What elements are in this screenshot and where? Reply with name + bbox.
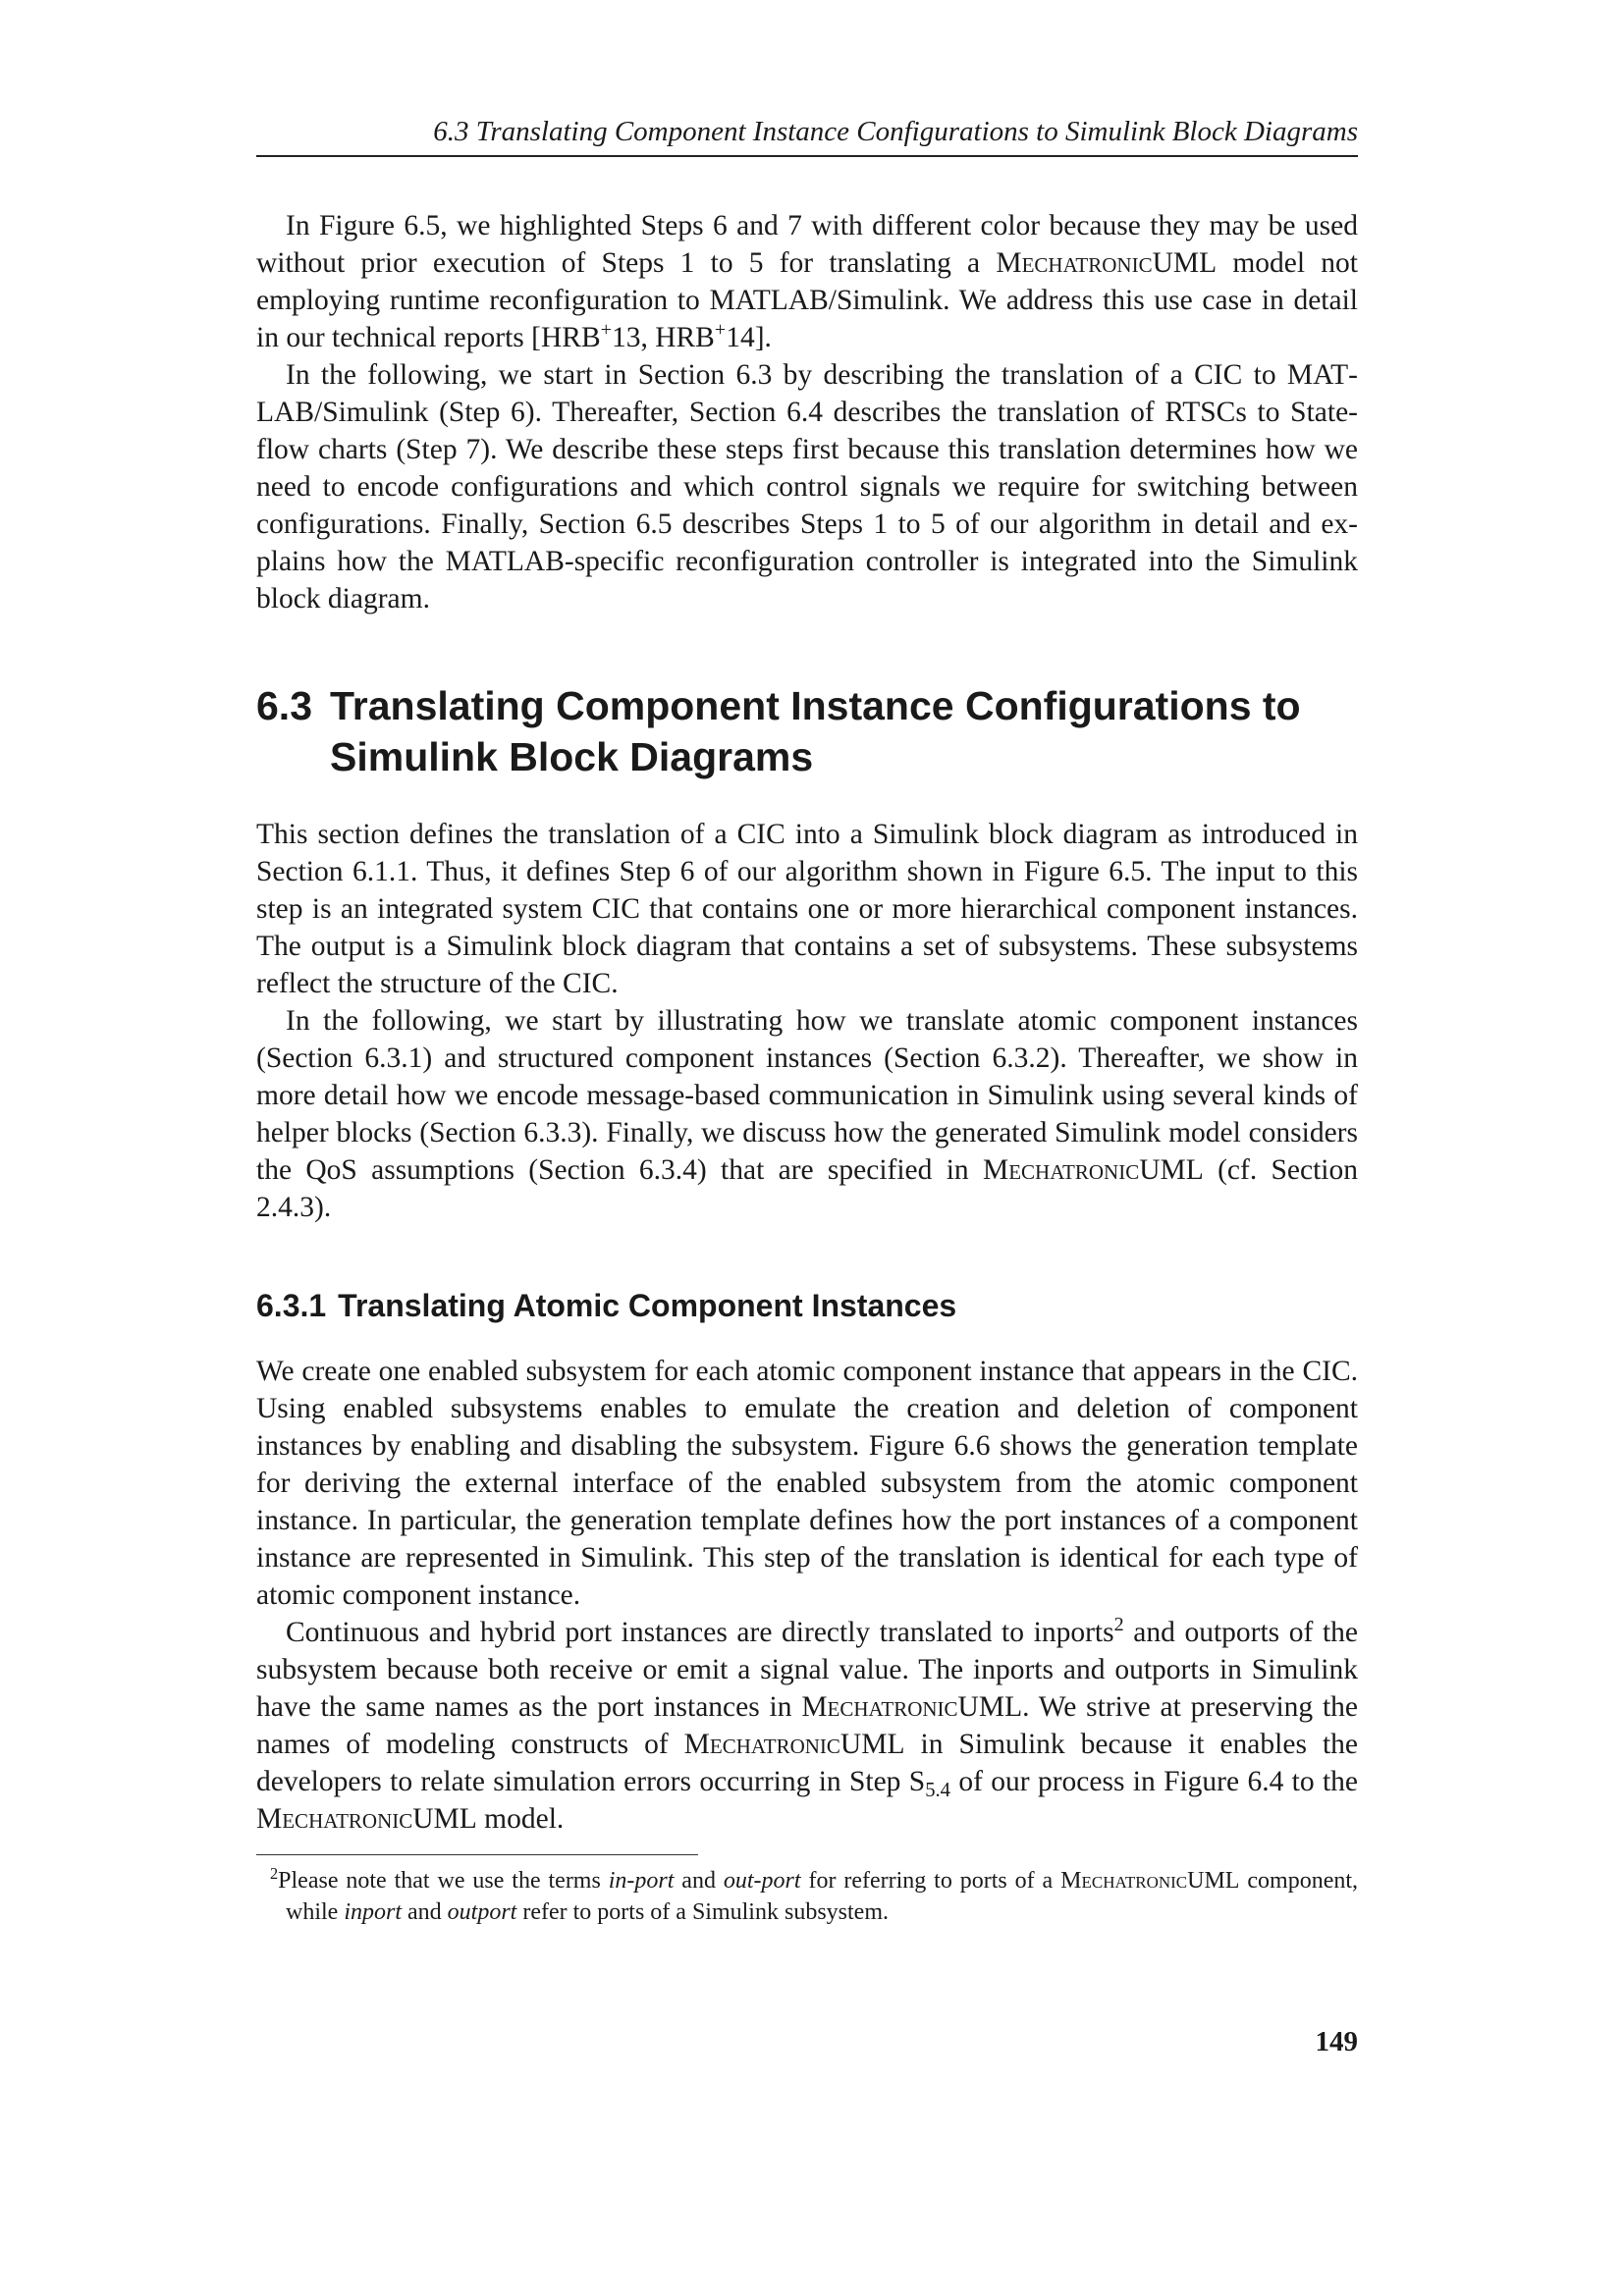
brand-name: MechatronicUML — [256, 1803, 477, 1835]
section-paragraph-2: In the following, we start by illustrating how we translate atomic component instances (Section 6.3.1) and structured component instances (Section 6.3.2). Thereafter, we show in more detail how we encode message-based communication in Simulink using several kinds of helper blocks (Section 6.3.3). Finally, we discuss how the generated Simulink model considers the QoS assumptions (Section 6.3.4) that are specified in MechatronicUML (cf. Section 2.4.3). — [256, 1005, 1358, 1223]
brand-name: MechatronicUML — [996, 247, 1218, 279]
footnote-text: $^2$Please note that we use the terms in-port and out-port for referring to ports of a MechatronicUML component, while inport and outport refer to ports of a Simulink subsystem. — [270, 1864, 1359, 1925]
section-heading — [256, 680, 1358, 782]
brand-name: MechatronicUML — [1060, 1868, 1240, 1894]
footnote-ref: 2 — [1113, 1613, 1124, 1635]
brand-name: MechatronicUML — [801, 1691, 1023, 1723]
subsection-paragraph-1: We create one enabled subsystem for each atomic component instance that appears in the CIC. Using enabled subsystems enables to emulate the creation and deletion of component instances by enabling and disabling the subsystem. Figure 6.6 shows the generation template for deriving the external interface of the enabled subsystem from the atomic component instance. In particular, the generation template defines how the port instances of a component instance are represented in Simulink. This step of the translation is identical for each type of atomic component instance. — [256, 1356, 1358, 1611]
running-header: 6.3 Translating Component Instance Configurations to Simulink Block Diagrams — [256, 112, 1358, 157]
section-title: Translating Component Instance Configurations to Simulink Block Diagrams — [330, 683, 1301, 779]
subsection-title: Translating Atomic Component Instances — [338, 1288, 957, 1323]
footnote-mark: 2 — [270, 1864, 279, 1884]
page-number: 149 — [1315, 2026, 1358, 2057]
brand-name: MechatronicUML — [683, 1729, 905, 1760]
subsection-number: 6.3.1 — [256, 1288, 327, 1323]
section-text — [256, 816, 1358, 1226]
intro-paragraph-2: In the following, we start in Section 6.3 by describing the translation of a CIC to MATLAB/Simulink (Step 6). Thereafter, Section 6.4 describes the translation of RTSCs to Stateflow charts (Step 7). We describe these steps first because this translation determines how we need to encode configurations and which control signals we require for switching between configurations. Finally, Section 6.5 describes Steps 1 to 5 of our algorithm in detail and explains how the MATLAB-specific reconfiguration controller is integrated into the Simulink block diagram. — [256, 359, 1358, 614]
section-paragraph-1: This section defines the translation of a CIC into a Simulink block diagram as introduced in Section 6.1.1. Thus, it defines Step 6 of our algorithm shown in Figure 6.5. The input to this step is an integrated system CIC that contains one or more hierarchical component instances. The output is a Simulink block diagram that contains a set of subsystems. These subsystems reflect the structure of the CIC. — [256, 819, 1358, 999]
subsection-heading — [256, 1286, 1358, 1325]
intro-text — [256, 207, 1358, 617]
section-number: 6.3 — [256, 683, 312, 728]
subsection-text — [256, 1353, 1358, 1838]
footnote — [256, 1865, 1358, 1928]
intro-paragraph-1: In Figure 6.5, we highlighted Steps 6 and 7 with different color because they may be used without prior execution of Steps 1 to 5 for translating a MechatronicUML model not employing runtime reconfiguration to MATLAB/Simulink. We address this use case in detail in our technical reports [HRB+13, HRB+14]. — [256, 210, 1358, 353]
subsection-paragraph-2: Continuous and hybrid port instances are directly translated to inports$^2$ and outports of the subsystem because both receive or emit a signal value. The inports and outports in Simulink have the same names as the port instances in MechatronicUML. We strive at preserving the names of modeling constructs of MechatronicUML in Simulink because it enables the developers to relate simulation errors occurring in Step $S_{5.4}$ of our process in Figure 6.4 to the MechatronicUML model. — [256, 1613, 1359, 1835]
brand-name: MechatronicUML — [982, 1154, 1204, 1186]
footnote-divider — [256, 1854, 698, 1855]
